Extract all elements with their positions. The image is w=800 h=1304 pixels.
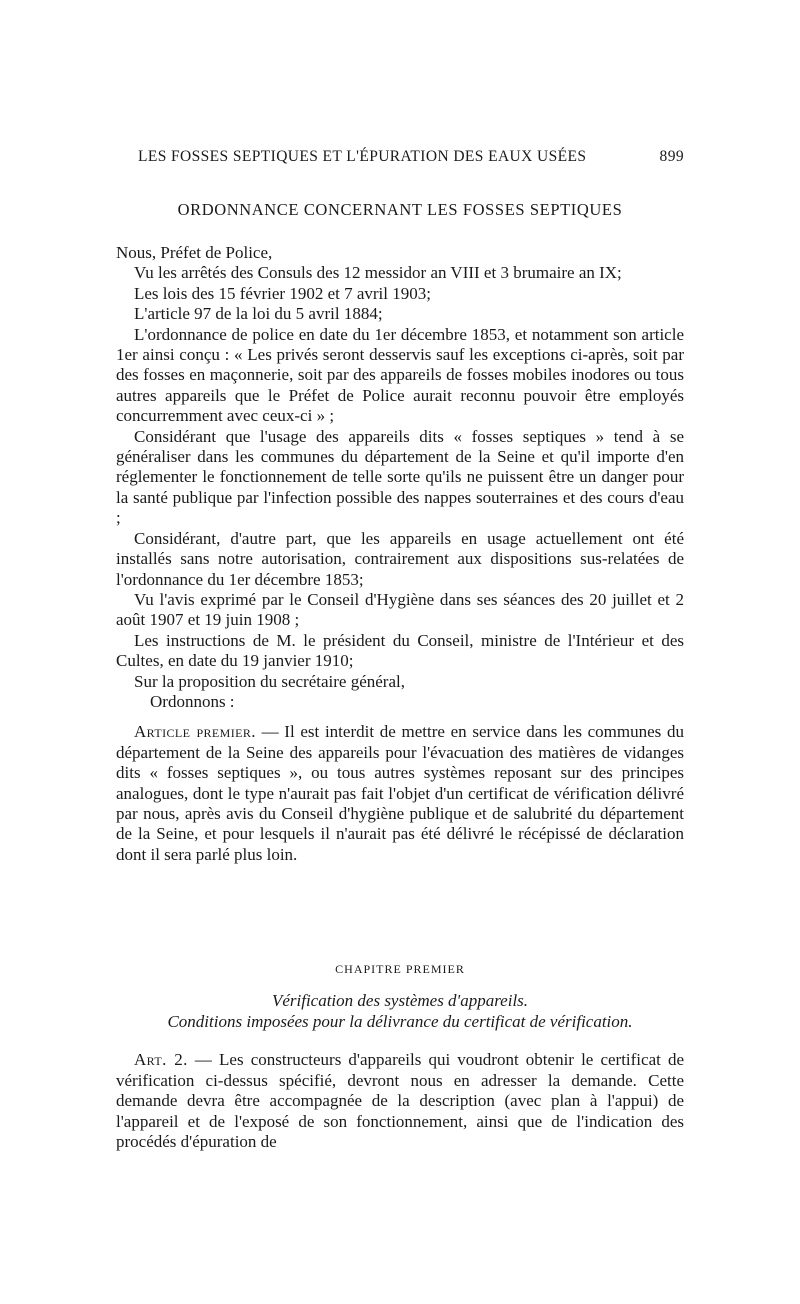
preamble-paragraph: L'article 97 de la loi du 5 avril 1884; bbox=[134, 304, 383, 324]
opening-line: Nous, Préfet de Police, bbox=[116, 243, 273, 262]
chapter-label: CHAPITRE PREMIER bbox=[335, 962, 465, 976]
preamble-paragraph: Vu les arrêtés des Consuls des 12 messidor an VIII et 3 brumaire an IX; bbox=[134, 263, 622, 283]
article-2-paragraph bbox=[116, 1050, 684, 1153]
preamble-paragraph: L'ordonnance de police en date du 1er décembre 1853, et notamment son article 1er ainsi conçu : « Les privés seront desservis sauf les exceptions ci-après, soit par des fosses en maçonnerie, soit par des appareils de fosses mobiles inodores ou tous autres appareils que le Préfet de Police aurait reconnu pouvoir être employés concurremment avec ceux-ci » ; bbox=[116, 324, 684, 426]
article-premier-label: Article premier. bbox=[134, 722, 256, 742]
chapter-heading bbox=[116, 990, 684, 1032]
preamble bbox=[116, 243, 684, 865]
document-title: ORDONNANCE CONCERNANT LES FOSSES SEPTIQUES bbox=[177, 200, 623, 219]
article-premier-text: — Il est interdit de mettre en service dans les communes du département de la Seine des appareils pour l'évacuation des matières de vidanges dits « fosses septiques », ou tous autres systèmes reposant sur des principes analogues, dont le type n'aurait pas fait l'objet d'un certificat de vérification délivré par nous, après avis du Conseil d'hygiène publique et de salubrité du département de la Seine, et pour lesquels il n'aurait pas été délivré le récépissé de déclaration dont il sera parlé plus loin. bbox=[116, 722, 684, 864]
order-line: Ordonnons : bbox=[150, 691, 235, 711]
article-2-label: Art. 2. bbox=[134, 1050, 188, 1069]
article-premier bbox=[116, 722, 684, 865]
article-2 bbox=[116, 1050, 684, 1153]
page-number: 899 bbox=[659, 148, 684, 165]
running-head bbox=[138, 148, 684, 166]
article-2-text: — Les constructeurs d'appareils qui voudront obtenir le certificat de vérification ci-dessus spécifié, devront nous en adresser la demande. Cette demande devra être accompagnée de la description (avec plan à l'appui) de l'appareil et de l'exposé de son fonctionnement, ainsi que de l'indication des procédés d'épuration de bbox=[116, 1050, 684, 1152]
preamble-paragraph: Les lois des 15 février 1902 et 7 avril 1903; bbox=[134, 283, 431, 303]
preamble-paragraph: Considérant que l'usage des appareils dits « fosses septiques » tend à se généraliser dans les communes du département de la Seine et qu'il importe d'en réglementer le fonctionnement de telle sorte qu'ils ne puissent être un danger pour la santé publique par l'infection possible des nappes souterraines et des cours d'eau ; bbox=[116, 426, 684, 528]
chapter-heading-line2: Conditions imposées pour la délivrance du certificat de vérification. bbox=[167, 1012, 633, 1031]
running-head-title: LES FOSSES SEPTIQUES ET L'ÉPURATION DES EAUX USÉES bbox=[138, 148, 587, 165]
preamble-paragraph: Sur la proposition du secrétaire général, bbox=[134, 671, 405, 691]
chapter-heading-line1: Vérification des systèmes d'appareils. bbox=[271, 991, 529, 1010]
preamble-paragraph: Considérant, d'autre part, que les appareils en usage actuellement ont été installés sans notre autorisation, contrairement aux dispositions sus-relatées de l'ordonnance du 1er décembre 1853; bbox=[116, 528, 684, 589]
preamble-paragraph: Vu l'avis exprimé par le Conseil d'Hygiène dans ses séances des 20 juillet et 2 août 1907 et 19 juin 1908 ; bbox=[116, 589, 684, 630]
preamble-paragraph: Les instructions de M. le président du Conseil, ministre de l'Intérieur et des Cultes, en date du 19 janvier 1910; bbox=[116, 630, 684, 671]
